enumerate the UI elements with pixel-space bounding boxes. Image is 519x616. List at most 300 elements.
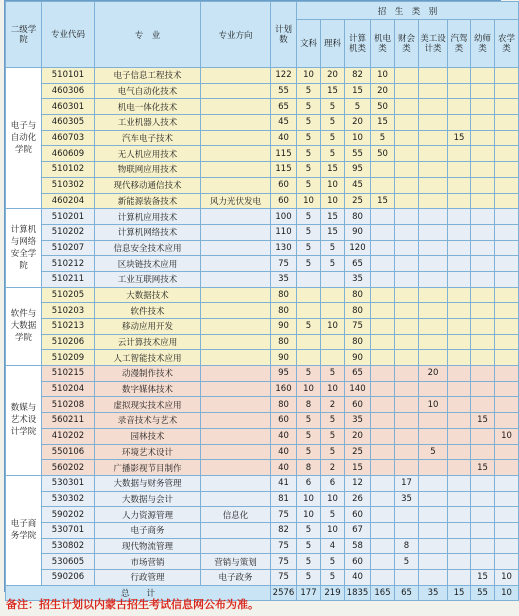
category-count [419,538,448,554]
category-count: 12 [345,475,371,491]
category-count [448,68,471,84]
plan-count: 160 [271,381,297,397]
plan-count: 90 [271,350,297,366]
category-count: 10 [321,177,345,193]
table-row [6,99,519,115]
category-count: 5 [321,554,345,570]
major-direction [201,146,271,162]
category-count [471,444,495,460]
category-count [395,240,419,256]
major-code: 530605 [42,554,95,570]
major-code: 530802 [42,538,95,554]
category-count [371,209,395,225]
category-count [448,271,471,287]
category-count [419,570,448,586]
category-count [448,162,471,178]
category-count [371,177,395,193]
major-name: 机电一体化技术 [95,99,201,115]
category-count [471,381,495,397]
category-count [371,303,395,319]
category-count [471,83,495,99]
category-count [371,381,395,397]
category-count [448,209,471,225]
category-count [419,303,448,319]
category-count [371,319,395,335]
table-row [6,397,519,413]
category-count [448,224,471,240]
major-direction [201,256,271,272]
header-code: 专业代码 [42,2,95,68]
category-count: 35 [395,491,419,507]
major-name: 工业互联网技术 [95,271,201,287]
plan-count: 81 [271,491,297,507]
category-count: 5 [297,146,321,162]
category-count: 90 [345,350,371,366]
category-count [471,397,495,413]
category-count: 10 [297,491,321,507]
category-count: 5 [297,130,321,146]
category-count [471,491,495,507]
category-count [448,460,471,476]
category-count: 82 [345,68,371,84]
major-direction [201,334,271,350]
category-count: 10 [345,130,371,146]
major-direction [201,287,271,303]
major-direction [201,115,271,131]
plan-count: 60 [271,193,297,209]
major-name: 无人机应用技术 [95,146,201,162]
category-count: 5 [345,99,371,115]
category-count [495,397,519,413]
major-code: 510213 [42,319,95,335]
category-count [471,507,495,523]
major-code: 510207 [42,240,95,256]
category-count: 55 [345,146,371,162]
category-count: 15 [471,570,495,586]
major-name: 计算机网络技术 [95,224,201,240]
table-row [6,240,519,256]
category-count: 10 [321,319,345,335]
header-category: 幼师类 [471,20,495,68]
category-count [448,303,471,319]
category-count [419,287,448,303]
major-direction [201,83,271,99]
category-count [495,83,519,99]
category-count [419,507,448,523]
table-row [6,271,519,287]
category-count [419,428,448,444]
major-name: 电气自动化技术 [95,83,201,99]
header-category: 理科 [321,20,345,68]
plan-count: 60 [271,413,297,429]
category-count [297,303,321,319]
table-row [6,177,519,193]
major-name: 数字媒体技术 [95,381,201,397]
table-row [6,381,519,397]
category-count [297,350,321,366]
category-count: 35 [345,413,371,429]
category-count [419,460,448,476]
category-count [471,177,495,193]
category-count: 5 [321,428,345,444]
major-name: 虚拟现实技术应用 [95,397,201,413]
major-code: 530301 [42,475,95,491]
category-count: 5 [297,209,321,225]
category-count [495,554,519,570]
category-count [471,350,495,366]
category-count: 5 [321,507,345,523]
category-count: 5 [297,413,321,429]
category-count: 10 [297,507,321,523]
category-count [321,334,345,350]
major-name: 动漫制作技术 [95,366,201,382]
category-count: 5 [297,522,321,538]
category-count [471,334,495,350]
category-count [419,177,448,193]
category-count: 90 [345,224,371,240]
plan-count: 75 [271,256,297,272]
category-count: 5 [297,177,321,193]
category-count: 5 [297,444,321,460]
major-direction [201,381,271,397]
major-direction [201,68,271,84]
category-count [371,554,395,570]
plan-count: 40 [271,130,297,146]
category-count [495,68,519,84]
major-direction [201,460,271,476]
category-count: 80 [345,334,371,350]
category-count [419,381,448,397]
category-count: 5 [297,554,321,570]
table-row [6,224,519,240]
category-count [471,366,495,382]
header-category: 农学类 [495,20,519,68]
category-count [419,130,448,146]
major-direction [201,491,271,507]
major-name: 云计算技术应用 [95,334,201,350]
table-row [6,68,519,84]
category-count [371,350,395,366]
table-row [6,366,519,382]
major-direction [201,162,271,178]
category-count [419,491,448,507]
category-count: 120 [345,240,371,256]
header-category: 美工设计类 [419,20,448,68]
total-value: 2576 [271,585,297,601]
category-count: 5 [297,319,321,335]
header-category: 财会类 [395,20,419,68]
category-count [448,146,471,162]
major-code: 560202 [42,460,95,476]
category-count [419,162,448,178]
category-count [395,303,419,319]
major-name: 汽车电子技术 [95,130,201,146]
major-name: 信息安全技术应用 [95,240,201,256]
header-category: 文科 [297,20,321,68]
category-count [395,350,419,366]
major-code: 460305 [42,115,95,131]
category-count [371,334,395,350]
header-direction: 专业方向 [201,2,271,68]
category-count [495,209,519,225]
table-body [6,68,519,601]
major-code: 510101 [42,68,95,84]
category-count [395,570,419,586]
category-count: 5 [297,366,321,382]
category-count: 5 [297,224,321,240]
category-count [371,240,395,256]
category-count [395,287,419,303]
category-count [448,240,471,256]
category-count: 5 [321,240,345,256]
category-count [419,271,448,287]
enrollment-plan-table [4,0,516,600]
plan-count: 75 [271,507,297,523]
major-code: 510202 [42,224,95,240]
table-row [6,319,519,335]
category-count [448,350,471,366]
category-count: 5 [297,538,321,554]
major-code: 530302 [42,491,95,507]
category-count: 15 [345,460,371,476]
category-count: 15 [345,83,371,99]
category-count [395,115,419,131]
total-value: 165 [371,585,395,601]
major-direction [201,319,271,335]
major-name: 市场营销 [95,554,201,570]
header-category: 计算机类 [345,20,371,68]
college-name: 计算机与网络安全学院 [6,209,42,287]
category-count [371,570,395,586]
major-code: 460306 [42,83,95,99]
major-direction [201,522,271,538]
category-count [395,130,419,146]
table-row [6,413,519,429]
category-count: 5 [297,162,321,178]
major-direction [201,413,271,429]
header-category-group: 招 生 类 别 [297,2,519,20]
major-direction: 电子政务 [201,570,271,586]
category-count: 25 [345,444,371,460]
major-direction [201,350,271,366]
table-row [6,303,519,319]
category-count [448,99,471,115]
category-count [321,350,345,366]
category-count: 67 [345,522,371,538]
category-count [419,256,448,272]
major-code: 510205 [42,287,95,303]
category-count [448,491,471,507]
category-count: 10 [321,491,345,507]
category-count: 8 [297,460,321,476]
category-count [395,162,419,178]
category-count: 4 [321,538,345,554]
category-count [471,319,495,335]
category-count [448,507,471,523]
category-count [395,507,419,523]
major-direction [201,428,271,444]
category-count [448,115,471,131]
category-count: 10 [495,428,519,444]
total-value: 177 [297,585,321,601]
category-count: 65 [345,256,371,272]
category-count [471,115,495,131]
major-name: 园林技术 [95,428,201,444]
category-count: 95 [345,162,371,178]
table-row [6,570,519,586]
major-direction [201,209,271,225]
category-count [419,240,448,256]
category-count: 10 [321,193,345,209]
category-count [395,381,419,397]
category-count: 8 [297,397,321,413]
major-name: 现代物流管理 [95,538,201,554]
major-name: 人力资源管理 [95,507,201,523]
plan-count: 40 [271,460,297,476]
category-count: 60 [345,554,371,570]
category-count [471,240,495,256]
category-count [495,256,519,272]
category-count [419,193,448,209]
major-direction [201,303,271,319]
major-name: 电子商务 [95,522,201,538]
category-count [419,209,448,225]
major-code: 410202 [42,428,95,444]
category-count: 20 [419,366,448,382]
category-count [395,68,419,84]
plan-count: 35 [271,271,297,287]
total-value: 35 [419,585,448,601]
category-count: 50 [371,146,395,162]
category-count [371,397,395,413]
category-count [471,287,495,303]
major-direction [201,130,271,146]
category-count [395,366,419,382]
table-row [6,350,519,366]
major-code: 460609 [42,146,95,162]
category-count: 5 [321,413,345,429]
major-direction [201,240,271,256]
major-code: 510206 [42,334,95,350]
major-name: 移动应用开发 [95,319,201,335]
major-name: 环境艺术设计 [95,444,201,460]
category-count [471,538,495,554]
major-code: 510208 [42,397,95,413]
category-count: 15 [371,193,395,209]
category-count: 6 [321,475,345,491]
header-college: 二级学院 [6,2,42,68]
header-category: 机电类 [371,20,395,68]
major-code: 460703 [42,130,95,146]
category-count: 20 [345,115,371,131]
major-direction [201,444,271,460]
category-count [471,522,495,538]
category-count: 5 [395,554,419,570]
major-direction [201,177,271,193]
category-count: 5 [321,115,345,131]
college-name: 电子商务学院 [6,475,42,585]
header-plan: 计划数 [271,2,297,68]
college-name: 软件与大数据学院 [6,287,42,365]
major-name: 现代移动通信技术 [95,177,201,193]
plan-count: 115 [271,162,297,178]
category-count [448,366,471,382]
header-major: 专 业 [95,2,201,68]
category-count [448,319,471,335]
category-count [495,287,519,303]
category-count: 5 [297,115,321,131]
plan-count: 60 [271,177,297,193]
major-direction [201,99,271,115]
plan-count: 41 [271,475,297,491]
plan-count: 110 [271,224,297,240]
category-count: 5 [297,428,321,444]
category-count [448,538,471,554]
category-count: 5 [321,366,345,382]
category-count: 5 [321,444,345,460]
category-count [321,287,345,303]
category-count [448,554,471,570]
table-row [6,460,519,476]
category-count: 6 [297,475,321,491]
major-name: 软件技术 [95,303,201,319]
category-count [419,99,448,115]
table-row [6,287,519,303]
category-count [395,271,419,287]
category-count [371,287,395,303]
category-count: 15 [448,130,471,146]
category-count [395,428,419,444]
category-count [495,303,519,319]
category-count [448,570,471,586]
category-count [395,177,419,193]
major-code: 510302 [42,177,95,193]
table-row [6,444,519,460]
category-count [419,334,448,350]
major-direction [201,224,271,240]
category-count [395,460,419,476]
category-count [495,224,519,240]
category-count [371,271,395,287]
plan-count: 80 [271,287,297,303]
major-name: 工业机器人技术 [95,115,201,131]
category-count: 15 [321,83,345,99]
college-name: 电子与自动化学院 [6,68,42,209]
category-count [395,83,419,99]
category-count: 25 [345,193,371,209]
category-count [419,475,448,491]
table-row [6,83,519,99]
major-name: 大数据与会计 [95,491,201,507]
category-count: 80 [345,209,371,225]
category-count [419,146,448,162]
major-name: 广播影视节目制作 [95,460,201,476]
category-count [448,428,471,444]
category-count [471,146,495,162]
category-count: 10 [297,68,321,84]
footnote: 备注：招生计划以内蒙古招生考试信息网公布为准。 [6,598,259,611]
category-count: 15 [371,115,395,131]
major-code: 510211 [42,271,95,287]
category-count [448,83,471,99]
category-count [448,381,471,397]
major-name: 大数据技术 [95,287,201,303]
category-count [371,162,395,178]
category-count [419,413,448,429]
plan-count: 115 [271,146,297,162]
category-count: 10 [321,381,345,397]
category-count [419,83,448,99]
